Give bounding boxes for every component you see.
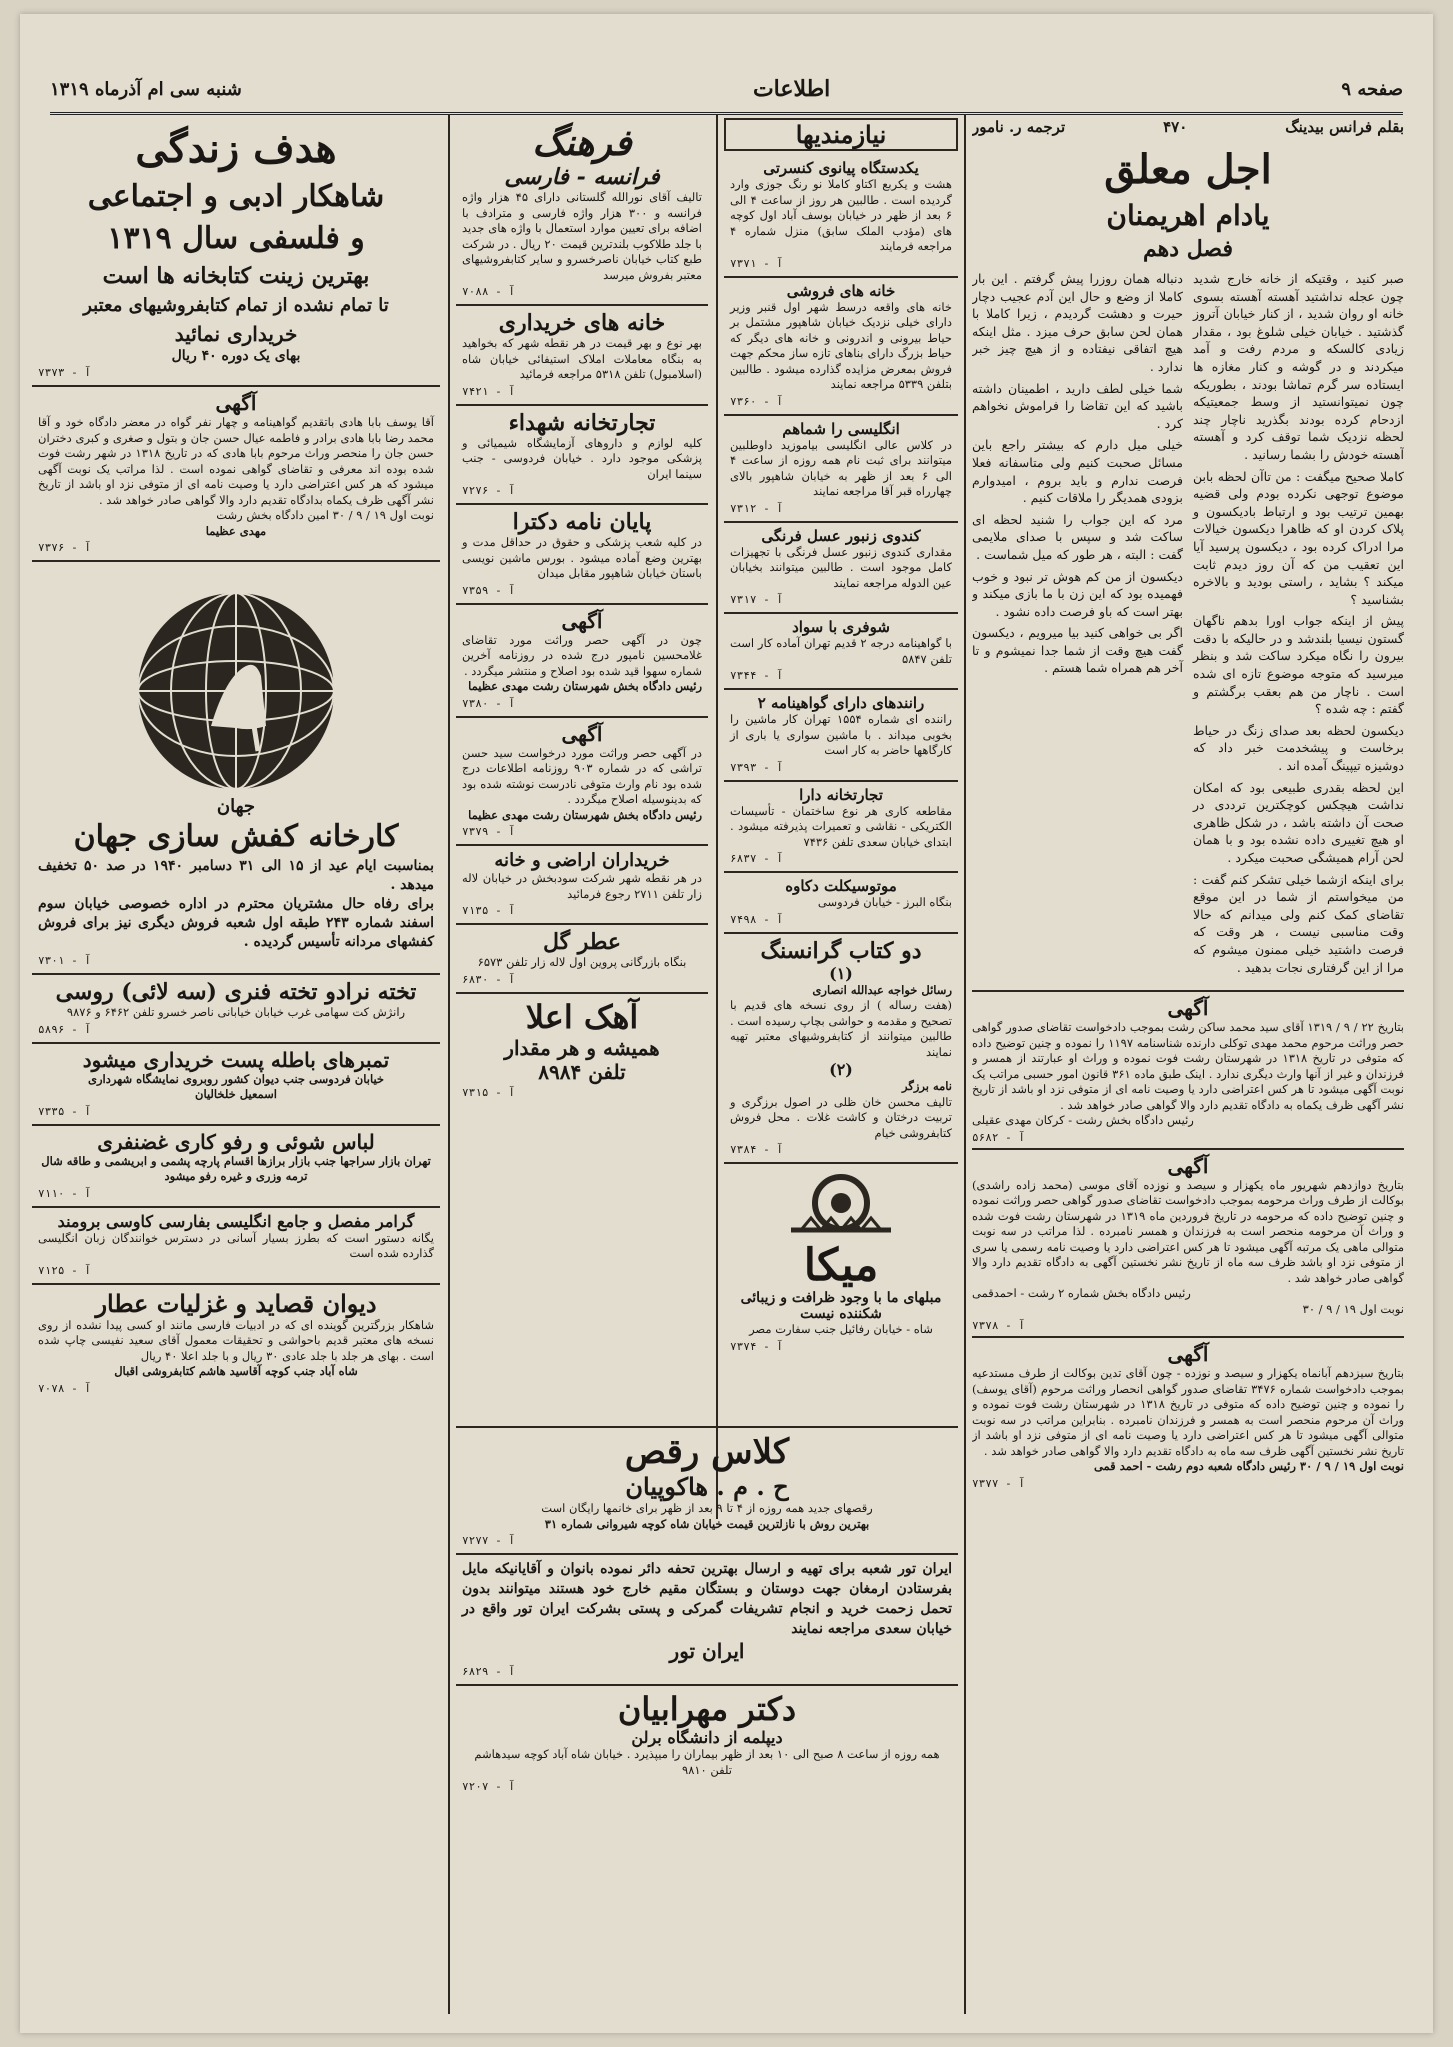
farhang-ad (456, 118, 708, 306)
dance-class-ad (456, 1428, 958, 1555)
serial-text-left (972, 270, 1183, 980)
serial-paragraph: دیکسون از من کم هوش تر نبود و خوب فهمیده بود که این زن با ما بازی میکند و بهتر است که باو فرصت داده نشود . (972, 568, 1183, 619)
shohada-ad (456, 406, 708, 506)
ad-code: آ - ۷۳۸۰ (462, 696, 515, 710)
ad-code: آ - ۷۲۰۷ (462, 1780, 515, 1793)
divan-title: دیوان قصاید و غزلیات عطار (95, 1288, 377, 1318)
ad-code: آ - ۷۳۷۶ (38, 541, 91, 554)
iran-tour-name: ایران تور (669, 1639, 745, 1663)
dance-note: بهترین روش با نازلترین قیمت خیابان شاه کوچه شیروانی شماره ۳۱ (544, 1516, 870, 1531)
notice-code: آ - ۷۳۷۷ (972, 1476, 1025, 1490)
book-title: نامه برزگر (902, 1079, 952, 1093)
ad-code: آ - ۷۳۷۳ (38, 366, 91, 379)
ad-code: آ - ۷۳۸۴ (730, 1143, 783, 1156)
land-text: در هر نقطه شهر شرکت سودبخش در خیابان لاله زار تلفن ۲۷۱۱ رجوع فرمائید (462, 871, 702, 901)
plywood-title: تخته نرادو تخته فنری (سه لائی) روسی (55, 979, 417, 1005)
farhang-subtitle: فرانسه - فارسی (504, 164, 660, 190)
stamps-text: خیابان فردوسی جنب دیوان کشور روبروی نمایشگاه شهرداری (87, 1071, 385, 1086)
serial-paragraph: برای اینکه ازشما خیلی تشکر کنم گفت : من میخواستم از شما در این موقع تقاضای کمک کنم ولی میدانم که حالا وقت مناسبی نیست ، هر وقت که فرصت داشتید خیلی ممنون میشوم که مرا از این گرفتاری نجات بدهید . (1193, 871, 1404, 975)
notice-code: آ - ۷۳۷۸ (972, 1319, 1025, 1333)
hadaf-line: خریداری نمائید (174, 322, 298, 346)
ad-code: آ - ۷۰۷۸ (38, 1381, 91, 1395)
shoe-factory-ad (32, 562, 440, 975)
serial-paragraph: دنباله همان روزرا پیش گرفتم . این بار کاملا از وضع و حال این آدم عجیب دچار حیرت و دهشت گردیدم ، زیرا کاملا با همان لحن سابق حرف میزد . مثل اینکه هیچ اتفاقی نیفتاده و از هیچ چیز خبر ندارد . (972, 271, 1183, 374)
ad-text: در کلاس عالی انگلیسی بیاموزید داوطلبین میتوانند برای ثبت نام همه روزه از ساعت ۴ الی ۶ بعد از ظهر به خیابان شاهپور بالای چهارراه قبر آقا مراجعه نمایند (730, 437, 952, 498)
ad-code: آ - ۶۸۳۰ (462, 972, 515, 986)
ad-text: هشت و یکربع اکتاو کاملا نو رنگ جوزی وارد گردیده است . طالبین هر روز از ساعت ۴ الی ۶ بعد از ظهر در خیابان بوسف آباد اول کوچه های (مؤدب الملک سابق) منزل شماره ۴ مراجعه فرمایند (730, 177, 952, 253)
classified-ad (724, 873, 958, 934)
serial-column (972, 118, 1404, 2028)
mika-address: شاه - خیابان رفائیل جنب سفارت مصر (749, 1322, 933, 1336)
shoe-text: برای رفاه حال مشتریان محترم در اداره خصوصی خیابان سوم اسفند شماره ۲۴۳ طبقه اول شعبه فروش دیگری نیز برای فروش کفشهای مردانه تأسیس گردیده . (38, 896, 434, 950)
column-rule (448, 114, 450, 2014)
paper-name: اطلاعات (752, 76, 831, 102)
land-ad (456, 846, 708, 925)
ads-column (456, 118, 708, 1418)
book-ad-hadaf (32, 118, 440, 387)
classifieds-header: نیازمندیها (724, 118, 958, 151)
serial-chapter: فصل دهم (1143, 236, 1233, 262)
serial-paragraph: پیش از اینکه جواب اورا بدهم ناگهان گستون نیسیا بلندشد و در حالیکه با دقت بیرون را نگاه میکرد ساکت شد و بنظر میرسید که متوجه موضوع تازه ای شده است . ناچار من هم بعقب برگشتم و گفتم : چه شده ؟ (1193, 613, 1404, 717)
classified-ad (724, 523, 958, 615)
page-number: صفحه ۹ (1341, 78, 1403, 100)
notice-dates: نوبت اول ۱۹ / ۹ / ۳۰ (1302, 1301, 1404, 1316)
hadaf-price: بهای یک دوره ۴۰ ریال (171, 348, 301, 364)
globe-shoe-icon (116, 566, 356, 796)
house-buy-text: بهر نوع و بهر قیمت در هر نقطه شهر که بخواهید به بنگاه معاملات املاک استیفائی خیابان شاه (اسلامبول) تلفن ۵۳۱۸ مراجعه فرمائید (462, 336, 702, 381)
mika-ad (724, 1164, 958, 1359)
ad-title: تجارتخانه دارا (799, 785, 883, 804)
ad-code: آ - ۷۳۷۱ (730, 256, 783, 270)
ad-code: آ - ۷۳۷۴ (730, 1339, 783, 1353)
laundry-text: تهران بازار سراجها جنب بازار برازها اقسام پارچه پشمی و ابریشمی و طاقه شال ترمه وزری و غیره رفو میشود (41, 1153, 431, 1183)
notice-ad (32, 387, 440, 562)
book-text: (هفت رساله ) از روی نسخه های قدیم با تصحیح و مقدمه و حواشی بچاپ رسیده است . طالبین میتوانند از کتابفروشیهای معتبر تهیه نمایند (730, 998, 952, 1059)
divan-ad (32, 1285, 440, 1401)
serial-paragraph: شما خیلی لطف دارید ، اطمینان داشته باشید که این تقاضا را فراموش نخواهم کرد . (972, 380, 1183, 431)
hadaf-line: شاهکار ادبی و اجتماعی (87, 179, 385, 214)
notice-text: در آگهی حصر وراثت مورد درخواست سید حسن تراشی که در شماره ۹۰۳ روزنامه اطلاعات درج شده بود نام وارث متوفی نادرست نوشته شده بود که بدینوسیله اصلاح میگردد . (462, 745, 702, 806)
notice-text: بتاریخ سیزدهم آبانماه یکهزار و سیصد و نوزده - چون آقای تدین بوکالت از طرف مستدعیه بموجب دادخواست شماره ۳۴۷۶ تقاضای صدور گواهی انحصار وراثت مرحوم (آقای یوسف) را نموده و چنین توضیح داده که متوفی در تاریخ ۱۳۱۸ در شهرستان رشت فوت نموده و وراث آن مرحوم منحصر است به همسر و فرزندان نامبرده . بنابراین مراتب در سه نوبت متوالی آگهی میشود تا هر کس اعتراضی دارد یا وصیت نامه ای از متوفی نزد او باشد از تاریخ نشر نخستین آگهی ظرف سه ماه به دادگاه تقدیم دارد والا گواهی صادر خواهد شد . (972, 1366, 1404, 1458)
notice-text: آقا یوسف بابا هادی باتقدیم گواهینامه و چهار نفر گواه در معضر دادگاه خود و آقا محمد رضا بابا هادی برادر و فاطمه عیال حسن جان و بتول و صغری و کبری دختران حسن جان را منحصر وراث مرحوم بابا هادی که در تاریخ ۱۳۱۸ در شهر رشت فوت شده بوده اند معرفی و تقاضای گواهی نموده است . لذا مراتب یک نوبت آگهی میشود که هر کس اعتراضی دارد یا وصیت نامه ای از متوفی نزد او باشد از تاریخ نشر آگهی ظرف یکماه بدادگاه تقدیم دارد والا گواهی صادر خواهد شد . (38, 415, 434, 507)
globe-illustration (38, 566, 434, 796)
ad-code: آ - ۷۳۰۱ (38, 954, 91, 967)
ad-code: آ - ۷۳۵۹ (462, 583, 515, 597)
grammar-title: گرامر مفصل و جامع انگلیسی بفارسی کاوسی برومند (57, 1211, 415, 1231)
saw-blade-icon (781, 1168, 901, 1238)
ad-code: آ - ۷۳۶۰ (730, 394, 783, 408)
land-title: خریداران اراضی و خانه (494, 850, 670, 871)
divider (972, 1336, 1404, 1338)
book-number: (۲) (829, 1060, 853, 1079)
classified-ad (724, 416, 958, 523)
shoe-banner: جهان (216, 796, 256, 817)
house-buy-title: خانه های خریداری (498, 310, 666, 336)
mika-name: میکا (803, 1240, 879, 1291)
ad-code: آ - ۷۳۱۷ (730, 593, 783, 606)
ad-title: شوفری با سواد (792, 618, 890, 636)
notice-title: آگهی (1167, 1342, 1209, 1367)
shoe-text: بمناسبت ایام عید از ۱۵ الی ۳۱ دسامبر ۱۹۴۰ در صد ۵۰ تخفیف میدهد . (38, 858, 434, 893)
serial-paragraph: اگر بی خواهی کنید بیا میرویم ، دیکسون گفت هیچ وقت از شما جدا نمیشوم و تا آخر هم همراه شما هستم . (972, 625, 1183, 676)
ad-text: بنگاه البرز - خیابان فردوسی (817, 895, 952, 909)
bottom-center-block (456, 1426, 958, 2028)
ad-text: راننده ای شماره ۱۵۵۴ تهران کار ماشین را بخوبی میداند . با ماشین سواری یا باری از کارگاهها حاضر به کار است (730, 712, 952, 757)
court-notice-3 (972, 1342, 1404, 1490)
classified-ad (724, 155, 958, 278)
divan-address: شاه آباد جنب کوچه آقاسید هاشم کتابفروشی اقبال (114, 1364, 358, 1378)
ad-code: آ - ۶۸۲۹ (462, 1665, 515, 1678)
notice-title: آگهی (1167, 1153, 1209, 1178)
farhang-text: تالیف آقای نورالله گلستانی دارای ۴۵ هزار واژه فرانسه و ۳۰۰ هزار واژه فارسی و مترادف با اضافه برای تعیین موارد استعمال با واژه های جدید با جلد طلاکوب بلندترین قیمت ۲۰ ریال . در شرکت طبع کتاب خیابان ناصرخسرو و سایر کتابفروشیهای معتبر بفروش میرسد (462, 190, 702, 282)
laundry-ad (32, 1126, 440, 1208)
ad-code: آ - ۷۱۳۵ (462, 904, 515, 917)
masthead (50, 66, 1403, 115)
notice-title: آگهی (561, 721, 603, 746)
ad-code: آ - ۷۴۲۱ (462, 384, 515, 398)
ad-text: خانه های واقعه درسط شهر اول قنبر وزیر دارای خیلی نزدیک خیابان شاهپور مشتمل بر حیاط بیرونی و اندرونی و خانه های دیگر که حیاط بزرگ دارای بناهای تازه ساز محکم جهت فروش بمعرض مزایده گذارده میشود . طالبین بتلفن ۵۳۳۹ مراجعه نمایند (730, 299, 952, 391)
serial-header (972, 146, 1404, 262)
perfume-text: بنگاه بازرگانی پروین اول لاله زار تلفن ۶۵۷۳ (477, 955, 687, 969)
issue-date: شنبه سی ام آذرماه ۱۳۱۹ (50, 78, 242, 100)
ad-code: آ - ۷۳۷۹ (462, 825, 515, 838)
ad-code: آ - ۷۳۴۴ (730, 669, 783, 682)
classified-ad (724, 278, 958, 416)
column-rule (964, 114, 966, 2014)
iran-tour-ad (456, 1555, 958, 1686)
shohada-title: تجارتخانه شهداء (508, 409, 656, 436)
ad-code: آ - ۷۱۲۵ (38, 1263, 91, 1277)
notice-signature: مهدی عظیما (205, 523, 267, 538)
hadaf-line: و فلسفی سال ۱۳۱۹ (107, 221, 365, 256)
iran-tour-text: ایران تور شعبه برای تهیه و ارسال بهترین تحفه دائر نموده بانوان و آقایانیکه مایل بفرستادن ارمغان جهت دوستان و بستگان مقیم خارج خود هستند میتوانند بدون تحمل زحمت خرید و انجام تشریفات گمرکی و پستی بشرکت ایران تور واقع در خیابان سعدی مراجعه نمایند (462, 1561, 952, 1637)
ad-title: انگلیسی را شماهم (782, 419, 900, 438)
notice-title: آگهی (1167, 996, 1209, 1021)
divider (972, 990, 1404, 992)
ad-code: آ - ۷۳۱۲ (730, 501, 783, 515)
books-ad (724, 934, 958, 1165)
doctor-title: دکتر مهرابیان (617, 1690, 797, 1728)
dance-teacher: ح . م . هاکوپیان (625, 1472, 789, 1501)
doctor-subtitle: دیپلمه از دانشگاه برلن (631, 1728, 783, 1747)
farhang-title: فرهنگ (532, 122, 632, 164)
doctor-ad (456, 1686, 958, 1799)
book-title: رسائل خواجه عبدالله انصاری (812, 982, 952, 997)
book-number: (۱) (829, 963, 853, 983)
ad-code: آ - ۷۰۸۸ (462, 285, 515, 298)
notice-signature: رئیس دادگاه بخش شهرستان رشت مهدی عظیما (468, 807, 702, 822)
lime-title: آهک اعلا (525, 997, 639, 1036)
perfume-ad (456, 925, 708, 994)
notice-text: بتاریخ دوازدهم شهریور ماه یکهزار و سیصد و نوزده آقای موسی (محمد زاده راشدی) بوکالت از طرف وراث مرحومه بموجب دادخواست تقاضای صدور گواهی حصر وراثت نموده و چنین توضیح داده که مرحومه در تاریخ فروردین ماه ۱۳۱۹ در شهرستان رشت فوت شده و وراث آن مرحومه منحصر است به فرزندان و همسر نامبرده . لذا مراتب در سه نوبت متوالی ماهی یک مرتبه آگهی میشود تا هر کس اعتراضی دارد یا وصیت نامه رسمی یا سری از متوفی نزد او باشد ظرف سه ماه از تاریخ نشر نخستین آگهی به دادگاه تقدیم دارد والا گواهی صادر خواهد شد . (972, 1177, 1404, 1285)
shohada-text: کلیه لوازم و داروهای آزمایشگاه شیمیائی و پزشکی موجود دارد . خیابان فردوسی - جنب سینما ایران (462, 435, 702, 481)
notice-text: بتاریخ ۲۲ / ۹ / ۱۳۱۹ آقای سید محمد ساکن رشت بموجب دادخواست تقاضای صدور گواهی حصر وراثت مرحوم محمد مهدی توکلی دارنده شناسنامه ۱۱۹۷ را نموده و چنین توضیح داده که متوفی در تاریخ ۱۳۱۸ در شهرستان رشت فوت نموده و وراث او عبارتند از همسر و فرزندان و غیر از آنها وارث دیگری ندارد . اینک طبق ماده ۳۶۱ قانون امور حسبی مراتب یک نوبت آگهی میشود تا هر کس اعتراضی دارد یا وصیت نامه ای از متوفی نزد او باشد از تاریخ نشر آگهی ظرف یکماه به دادگاه تقدیم دارد والا گواهی صادر خواهد شد . (972, 1020, 1404, 1112)
left-column (32, 118, 440, 2028)
notice-title: آگهی (215, 391, 257, 415)
stamps-title: تمبرهای باطله پست خریداری میشود (82, 1047, 390, 1072)
notice-code: آ - ۵۶۸۲ (972, 1130, 1025, 1144)
hadaf-title: هدف زندگی (135, 125, 337, 172)
ad-title: کندوی زنبور عسل فرنگی (761, 526, 921, 545)
ad-code: آ - ۵۸۹۶ (38, 1022, 91, 1036)
serial-episode: ۴۷۰ (1163, 118, 1188, 136)
house-buy-ad (456, 306, 708, 406)
stamps-ad (32, 1044, 440, 1126)
ad-code: آ - ۷۱۱۰ (38, 1186, 91, 1200)
notice-signature: رئیس دادگاه بخش شماره ۲ رشت - احمدقمی (972, 1286, 1191, 1301)
laundry-title: لباس شوئی و رفو کاری غضنفری (97, 1129, 375, 1154)
doctor-text: همه روزه از ساعت ۸ صبح الی ۱۰ بعد از ظهر بیماران را میپذیرد . خیابان شاه آباد کوچه سیدهاشم تلفن ۹۸۱۰ (474, 1747, 940, 1777)
serial-paragraph: صبر کنید ، وقتیکه از خانه خارج شدید چون عجله نداشتید آهسته آهسته بسوی خانه او روان شدید ، از کنار خیابان آتروز گذشتید . خیابان خیلی شلوغ بود ، مقدار زیادی کالسکه و مردم رفت و آمد میکردند و در گوشه و کنار مغازه ها ایستاده سر گرم تماشا بودند ، بطوریکه چون نمیتوانستید از وسط جمعیتیکه ازدحام کرده بودند بگذرید ناچار چند لحظه نزدیک شما توقف کرد و آهسته آهسته خودش را بشما رسانید . (1193, 271, 1404, 462)
serial-byline-row (972, 118, 1404, 136)
classified-ad (724, 690, 958, 782)
hadaf-line: بهترین زینت کتابخانه ها است (102, 263, 370, 289)
serial-paragraph: کاملا صحیح میگفت : من تاآن لحظه بابن موضوع توجهی نکرده بودم ولی قضیه بهمین ترتیب بود و ارتباط بادیکسون و پلاک کردن او که ظاهرا دیکسون خیالات مرا ادراک کرده بود ، دیکسون پرسید آیا این تعقیب من که آن روز دیدم ثابت میکند ؟ بشاید ، راستی بودید و بالاخره بشناسید ؟ (1193, 468, 1404, 607)
books-title: دو کتاب گرانسنگ (760, 937, 922, 964)
dance-text: رقصهای جدید همه روزه از ۴ تا ۹ بعد از ظهر برای خانمها رایگان است (541, 1501, 873, 1515)
lime-text: همیشه و هر مقدار (504, 1035, 660, 1060)
thesis-title: پایان نامه دکترا (512, 509, 652, 535)
ad-text: با گواهینامه درجه ۲ قدیم تهران آماده کار است تلفن ۵۸۴۷ (730, 636, 952, 666)
ad-title: یکدستگاه پیانوی کنسرتی (763, 159, 919, 177)
ad-title: رانندهای دارای گواهینامه ۲ (757, 694, 925, 712)
serial-byline: بقلم فرانس بیدینگ (1285, 118, 1404, 136)
plywood-ad (32, 975, 440, 1044)
notice-text: چون در آگهی حصر وراثت مورد تقاضای غلامحسین نامپور درج شده در روزنامه آخرین شماره سهوا قید شده بود اصلاح و منتشر میگردد . (462, 632, 702, 678)
dance-title: کلاس رقص (624, 1432, 790, 1472)
lime-ad (456, 994, 708, 1105)
serial-paragraph: خیلی میل دارم که بیشتر راجع باین مسائل صحبت کنیم ولی متاسفانه فعلا فرصت ندارم و باید بروم ، امیدوارم بزودی همدیگر را ملاقات کنیم . (972, 437, 1183, 506)
serial-text-right (1193, 270, 1404, 980)
court-notice-1 (972, 996, 1404, 1144)
stamps-name: اسمعیل خلخالیان (195, 1087, 277, 1101)
ad-code: آ - ۷۴۹۸ (730, 912, 783, 926)
plywood-text: رانژش کت سهامی غرب خیابان خیابانی ناصر خسرو تلفن ۶۴۶۲ و ۹۸۷۶ (66, 1005, 406, 1019)
serial-paragraph: این لحظه بقدری طبیعی بود که امکان نداشت هیچکس کوچکترین ترددی در صحت آن داشته باشد ، در شکل ظاهری او هیچ تغییری داده نشده بود و با همان لحن آرام همیشگی صحبت میکرد . (1193, 779, 1404, 865)
divider (972, 1148, 1404, 1150)
ad-code: آ - ۷۲۷۷ (462, 1534, 515, 1547)
ad-title: موتوسیکلت دکاوه (785, 877, 897, 895)
perfume-title: عطر گل (542, 929, 622, 955)
notice-signature: رئیس دادگاه بخش شهرستان رشت مهدی عظیما (468, 679, 702, 693)
classified-ad (724, 614, 958, 690)
notice-title: آگهی (561, 608, 603, 633)
serial-paragraph: مرد که این جواب را شنید لحظه ای ساکت شد و سپس با صدای ملایمی گفت : البته ، هر طور که میل شماست . (972, 511, 1183, 562)
notice-ad (456, 605, 708, 718)
court-notice-2 (972, 1154, 1404, 1333)
grammar-ad (32, 1208, 440, 1285)
hadaf-line: تا تمام نشده از تمام کتابفروشیهای معتبر (83, 295, 389, 316)
book-text: تالیف محسن خان ظلی در اصول برزگری و تربیت درختان و کاشت غلات . محل فروش کتابفروشی خیام (730, 1094, 952, 1140)
classified-ad (724, 782, 958, 874)
ad-code: آ - ۷۳۳۵ (38, 1104, 91, 1118)
divan-text: شاهکار بزرگترین گوینده ای که در ادبیات فارسی مانند او کسی پیدا نشده از روی نسخه های معتبر قدیم باحواشی و تحقیقات معمول آقای سعید نفیسی چاپ شده است . بهای هر جلد با جلد عادی ۳۰ ریال و با جلد اعلا ۴۰ ریال (38, 1317, 434, 1363)
ad-code: آ - ۷۳۱۵ (462, 1085, 515, 1099)
ad-text: مقاطعه کاری هر نوع ساختمان - تأسیسات الکتریکی - نقاشی و تعمیرات پذیرفته میشود . ابتدای خیابان سعدی تلفن ۷۴۳۶ (730, 803, 952, 849)
ad-title: خانه های فروشی (786, 281, 896, 300)
ad-code: آ - ۷۲۷۶ (462, 484, 515, 497)
serial-title: اجل معلق (1104, 146, 1272, 193)
notice-signature: رئیس دادگاه بخش رشت - کرکان مهدی عقیلی (972, 1113, 1194, 1128)
newspaper-page (20, 14, 1433, 2033)
ad-text: مقداری کندوی زنبور عسل فرنگی با تجهیزات کامل موجود است . طالبین میتوانند بخیابان عین الدوله مراجعه نمایند (730, 544, 952, 590)
serial-text-columns (972, 270, 1404, 980)
mika-text: مبلهای ما با وجود ظرافت و زیبائی شکننده نیست (740, 1290, 942, 1322)
thesis-ad (456, 505, 708, 605)
thesis-text: در کلیه شعب پزشکی و حقوق در حداقل مدت و بهترین وضع آماده میشود . بورس ماشین نویسی باستان خیابان شاهپور مقابل میدان (462, 535, 702, 580)
mika-logo (730, 1168, 952, 1242)
serial-translator: ترجمه ر. نامور (972, 118, 1066, 136)
column-rule (716, 114, 718, 1519)
notice-ad (456, 718, 708, 847)
notice-signature: نوبت اول ۱۹ / ۹ / ۳۰ امین دادگاه بخش رشت (216, 508, 434, 522)
notice-signature: نوبت اول ۱۹ / ۹ / ۳۰ رئیس دادگاه شعبه دوم رشت - احمد قمی (1093, 1459, 1404, 1474)
lime-phone: تلفن ۸۹۸۴ (538, 1059, 626, 1084)
classifieds-column (724, 118, 958, 1418)
ad-code: آ - ۷۳۹۳ (730, 760, 783, 774)
grammar-text: یگانه دستور است که بطرز بسیار آسانی در دسترس خوانندگان زبان انگلیسی گذارده شده است (38, 1230, 434, 1260)
serial-subtitle: یادام اهریمنان (1106, 199, 1270, 232)
ad-code: آ - ۶۸۳۷ (730, 852, 783, 865)
serial-paragraph: دیکسون لحظه بعد صدای زنگ در حیاط برخاست و پیشخدمت خبر داد که دوشیزه تیپینگ آمده اند . (1193, 722, 1404, 774)
shoe-title: کارخانه کفش سازی جهان (73, 819, 399, 854)
